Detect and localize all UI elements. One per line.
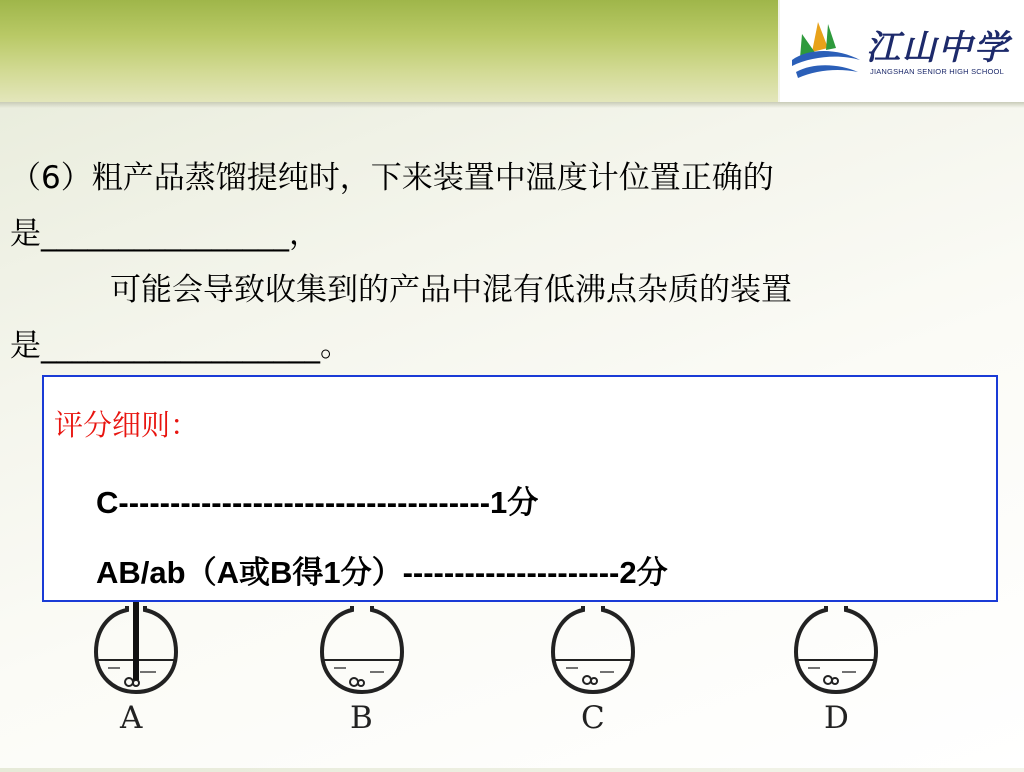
school-emblem-icon <box>788 18 864 86</box>
header-shadow <box>0 102 1024 108</box>
question-line-2: 是________________， <box>10 216 320 252</box>
flask-label-c: C <box>581 700 605 736</box>
flask-label-a: A <box>120 700 143 736</box>
question-line-1: （6）粗产品蒸馏提纯时，下来装置中温度计位置正确的 <box>10 160 774 196</box>
flasks-svg <box>0 600 1024 768</box>
logo-english-name: JIANGSHAN SENIOR HIGH SCHOOL <box>870 67 1004 76</box>
question-line-4: 是__________________。 <box>10 328 351 364</box>
flask-d <box>796 606 876 692</box>
school-logo <box>780 0 1024 102</box>
flask-label-b: B <box>350 700 373 736</box>
scoring-rubric-box <box>42 375 998 602</box>
flask-c <box>553 606 633 692</box>
header-band <box>0 0 778 102</box>
question-line-3: 可能会导致收集到的产品中混有低沸点杂质的装置 <box>110 272 792 308</box>
rubric-title: 评分细则： <box>54 408 200 442</box>
logo-chinese-name: 江山中学 <box>866 28 1010 68</box>
rubric-line-2: AB/ab（A或B得1分）---------------------2分 <box>96 555 668 590</box>
flask-b <box>322 606 402 692</box>
question-text <box>10 150 1010 374</box>
rubric-line-1: C------------------------------------1分 <box>96 485 539 520</box>
flask-a <box>96 600 176 692</box>
flask-label-d: D <box>824 700 849 736</box>
apparatus-diagrams <box>0 600 1024 768</box>
